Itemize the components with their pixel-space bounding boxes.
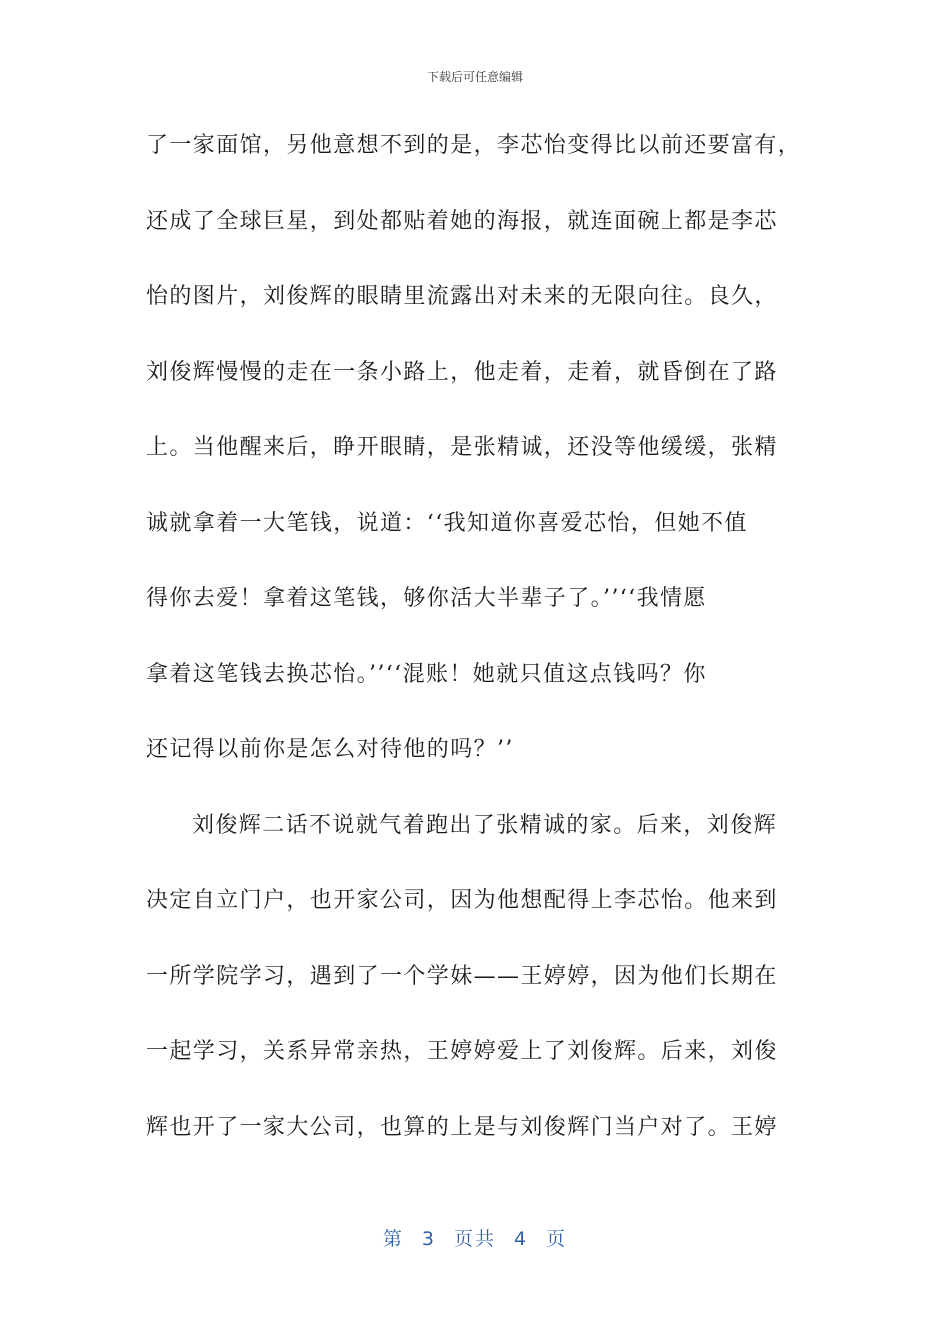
page-number-footer: 第 3 页共 4 页 [382, 1228, 568, 1250]
text-line: 一起学习，关系异常亲热，王婷婷爱上了刘俊辉。后来，刘俊 [146, 1039, 778, 1064]
text-line: 怡的图片，刘俊辉的眼睛里流露出对未来的无限向往。良久， [146, 284, 778, 309]
text-line: 一所学院学习，遇到了一个学妹——王婷婷，因为他们长期在 [146, 963, 778, 989]
page-header: 下载后可任意编辑 [426, 70, 523, 84]
text-line: 辉也开了一家大公司，也算的上是与刘俊辉门当户对了。王婷 [146, 1114, 778, 1140]
text-line: 决定自立门户，也开家公司，因为他想配得上李芯怡。他来到 [146, 888, 778, 913]
text-line: 还记得以前你是怎么对待他的吗？’’ [146, 737, 514, 762]
text-line: 了一家面馆，另他意想不到的是，李芯怡变得比以前还要富有， [146, 133, 802, 158]
text-line: 上。当他醒来后，睁开眼睛，是张精诚，还没等他缓缓，张精 [146, 435, 778, 460]
document-body [146, 121, 806, 1178]
text-line: 诚就拿着一大笔钱，说道：‘‘我知道你喜爱芯怡，但她不值 [146, 510, 748, 536]
text-line: 拿着这笔钱去换芯怡。’’‘‘混账！她就只值这点钱吗？你 [146, 661, 707, 687]
text-line: 得你去爱！拿着这笔钱，够你活大半辈子了。’’‘‘我情愿 [146, 586, 707, 611]
paragraph-start-line: 刘俊辉二话不说就气着跑出了张精诚的家。后来，刘俊辉 [192, 812, 778, 838]
text-line: 刘俊辉慢慢的走在一条小路上，他走着，走着，就昏倒在了路 [146, 359, 778, 385]
text-line: 还成了全球巨星，到处都贴着她的海报，就连面碗上都是李芯 [146, 208, 778, 234]
